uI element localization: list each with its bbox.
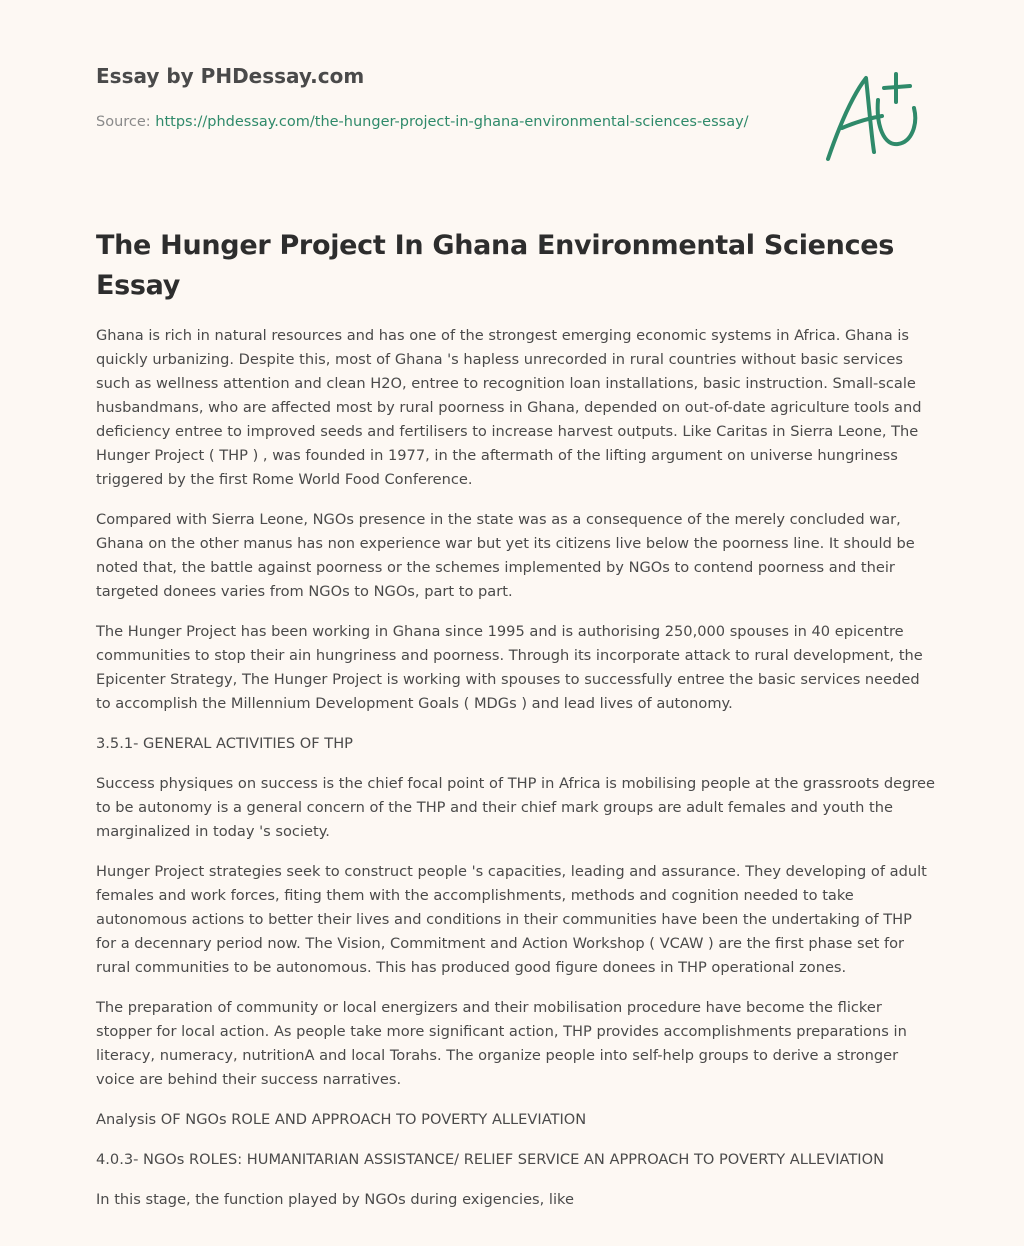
paragraph: Ghana is rich in natural resources and has one of the strongest emerging economic systems in Africa. Ghana is quickly urbanizing. Despite this, most of Ghana 's hapless unrecorded in rural countries without basic services such as wellness attention and clean H2O, entree to recognition loan installations, basic instruction. Small-scale husbandmans, who are affected most by rural poorness in Ghana, depended on out-of-date agriculture tools and deficiency entree to improved seeds and fertilisers to increase harvest outputs. Like Caritas in Sierra Leone, The Hunger Project ( THP ) , was founded in 1977, in the aftermath of the lifting argument on universe hungriness triggered by the first Rome World Food Conference.	[96, 327, 922, 488]
essay-body	[96, 324, 936, 1228]
paragraph: The preparation of community or local energizers and their mobilisation procedure have become the flicker stopper for local action. As people take more significant action, THP provides accomplishments preparations in literacy, numeracy, nutritionA and local Torahs. The organize people into self-help groups to derive a stronger voice are behind their success narratives.	[96, 999, 907, 1088]
source-line	[96, 110, 756, 134]
source-link[interactable]: https://phdessay.com/the-hunger-project-in-ghana-environmental-sciences-essay/	[155, 114, 749, 130]
site-brand: Essay by PHDessay.com	[96, 64, 365, 88]
paragraph: Hunger Project strategies seek to construct people 's capacities, leading and assurance. They developing of adult females and work forces, fiting them with the accomplishments, methods and cognition needed to take autonomous actions to better their lives and conditions in their communities have been the undertaking of THP for a decennary period now. The Vision, Commitment and Action Workshop ( VCAW ) are the first phase set for rural communities to be autonomous. This has produced good figure donees in THP operational zones.	[96, 863, 927, 976]
page-title: The Hunger Project In Ghana Environmental Sciences Essay	[96, 230, 895, 301]
section-heading: Analysis OF NGOs ROLE AND APPROACH TO POVERTY ALLEVIATION	[96, 1111, 587, 1128]
section-heading: 3.5.1- GENERAL ACTIVITIES OF THP	[96, 735, 353, 752]
paragraph: In this stage, the function played by NGOs during exigencies, like	[96, 1191, 574, 1208]
section-heading: 4.0.3- NGOs ROLES: HUMANITARIAN ASSISTANCE/ RELIEF SERVICE AN APPROACH TO POVERTY ALLEVIATION	[96, 1151, 884, 1168]
a-plus-logo-icon	[818, 66, 930, 166]
paragraph: Success physiques on success is the chief focal point of THP in Africa is mobilising people at the grassroots degree to be autonomy is a general concern of the THP and their chief mark groups are adult females and youth the marginalized in today 's society.	[96, 775, 935, 840]
paragraph: Compared with Sierra Leone, NGOs presence in the state was as a consequence of the merely concluded war, Ghana on the other manus has non experience war but yet its citizens live below the poorness line. It should be noted that, the battle against poorness or the schemes implemented by NGOs to contend poorness and their targeted donees varies from NGOs to NGOs, part to part.	[96, 511, 915, 600]
paragraph: The Hunger Project has been working in Ghana since 1995 and is authorising 250,000 spouses in 40 epicentre communities to stop their ain hungriness and poorness. Through its incorporate attack to rural development, the Epicenter Strategy, The Hunger Project is working with spouses to successfully entree the basic services needed to accomplish the Millennium Development Goals ( MDGs ) and lead lives of autonomy.	[96, 623, 923, 712]
source-label: Source:	[96, 114, 151, 130]
